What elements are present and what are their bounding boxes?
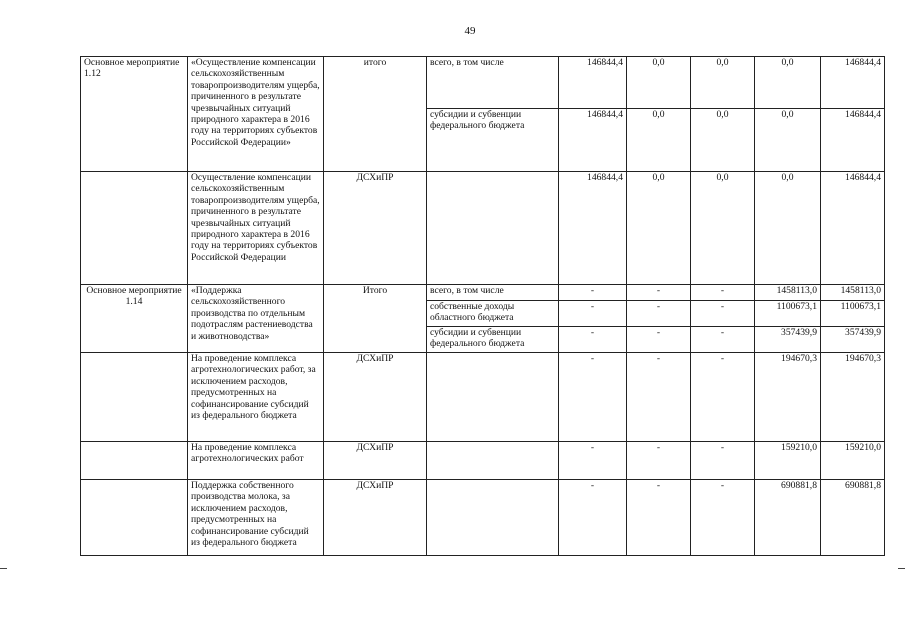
value-cell: - <box>559 480 627 556</box>
value-cell: 0,0 <box>627 109 691 172</box>
value-cell: - <box>691 301 755 327</box>
funding-source-cell <box>427 480 559 556</box>
value-cell: 146844,4 <box>559 172 627 285</box>
value-cell: 146844,4 <box>559 57 627 109</box>
value-cell: 0,0 <box>755 57 821 109</box>
value-cell: - <box>691 285 755 301</box>
value-cell: 1458113,0 <box>755 285 821 301</box>
executor-cell: ДСХиПР <box>324 353 427 442</box>
activity-name-cell: На проведение комплекса агротехнологических работ, за исключением расходов, предусмотренных на софинансирование субсидий из федерального бюджета <box>188 353 324 442</box>
scan-edge-mark <box>0 568 7 569</box>
value-cell: - <box>559 285 627 301</box>
value-cell: 146844,4 <box>821 172 885 285</box>
value-cell: - <box>627 353 691 442</box>
value-cell: - <box>627 301 691 327</box>
measure-name-cell: «Осуществление компенсации сельскохозяйственным товаропроизводителям ущерба, причиненного в результате чрезвычайных ситуаций природного характера в 2016 году на территориях субъектов Российской Федерации» <box>188 57 324 172</box>
table-row <box>81 57 885 109</box>
value-cell: 0,0 <box>627 57 691 109</box>
budget-table <box>80 56 885 556</box>
measure-cell <box>81 172 188 285</box>
table-row <box>81 285 885 301</box>
executor-cell: ДСХиПР <box>324 480 427 556</box>
table-row <box>81 172 885 285</box>
measure-name-cell: «Поддержка сельскохозяйственного производства по отдельным подотраслям растениеводства и животноводства» <box>188 285 324 353</box>
value-cell: - <box>691 442 755 480</box>
value-cell: 146844,4 <box>821 109 885 172</box>
scan-edge-mark <box>898 568 905 569</box>
measure-cell <box>81 353 188 442</box>
value-cell: 1100673,1 <box>755 301 821 327</box>
executor-cell: итого <box>324 57 427 172</box>
value-cell: - <box>559 301 627 327</box>
value-cell: 146844,4 <box>559 109 627 172</box>
value-cell: 0,0 <box>627 172 691 285</box>
funding-source-cell <box>427 442 559 480</box>
value-cell: 0,0 <box>691 109 755 172</box>
value-cell: - <box>691 353 755 442</box>
value-cell: - <box>627 327 691 353</box>
value-cell: - <box>627 285 691 301</box>
value-cell: - <box>691 327 755 353</box>
activity-name-cell: На проведение комплекса агротехнологических работ <box>188 442 324 480</box>
value-cell: 159210,0 <box>755 442 821 480</box>
table-row <box>81 353 885 442</box>
value-cell: 194670,3 <box>821 353 885 442</box>
value-cell: 0,0 <box>755 109 821 172</box>
value-cell: 357439,9 <box>821 327 885 353</box>
activity-name-cell: Поддержка собственного производства молока, за исключением расходов, предусмотренных на софинансирование субсидий из федерального бюджета <box>188 480 324 556</box>
funding-source-cell <box>427 172 559 285</box>
value-cell: 690881,8 <box>755 480 821 556</box>
executor-cell: ДСХиПР <box>324 442 427 480</box>
measure-cell: Основное мероприятие 1.12 <box>81 57 188 172</box>
value-cell: 0,0 <box>691 57 755 109</box>
funding-source-cell: всего, в том числе <box>427 57 559 109</box>
executor-cell: ДСХиПР <box>324 172 427 285</box>
value-cell: 0,0 <box>691 172 755 285</box>
page-number: 49 <box>464 25 476 37</box>
value-cell: - <box>691 480 755 556</box>
funding-source-cell: субсидии и субвенции федерального бюджета <box>427 327 559 353</box>
table-row <box>81 442 885 480</box>
value-cell: 146844,4 <box>821 57 885 109</box>
measure-cell <box>81 442 188 480</box>
executor-cell: Итого <box>324 285 427 353</box>
value-cell: - <box>559 353 627 442</box>
value-cell: 194670,3 <box>755 353 821 442</box>
table-row <box>81 480 885 556</box>
value-cell: 690881,8 <box>821 480 885 556</box>
measure-cell <box>81 480 188 556</box>
funding-source-cell: всего, в том числе <box>427 285 559 301</box>
funding-source-cell: субсидии и субвенции федерального бюджета <box>427 109 559 172</box>
value-cell: - <box>559 327 627 353</box>
value-cell: - <box>627 480 691 556</box>
value-cell: 159210,0 <box>821 442 885 480</box>
value-cell: 1100673,1 <box>821 301 885 327</box>
value-cell: - <box>627 442 691 480</box>
measure-cell: Основное мероприятие 1.14 <box>81 285 188 353</box>
value-cell: - <box>559 442 627 480</box>
value-cell: 1458113,0 <box>821 285 885 301</box>
funding-source-cell: собственные доходы областного бюджета <box>427 301 559 327</box>
activity-name-cell: Осуществление компенсации сельскохозяйственным товаропроизводителям ущерба, причиненного в результате чрезвычайных ситуаций природного характера в 2016 году на территориях субъектов Российской Федерации <box>188 172 324 285</box>
value-cell: 357439,9 <box>755 327 821 353</box>
funding-source-cell <box>427 353 559 442</box>
value-cell: 0,0 <box>755 172 821 285</box>
